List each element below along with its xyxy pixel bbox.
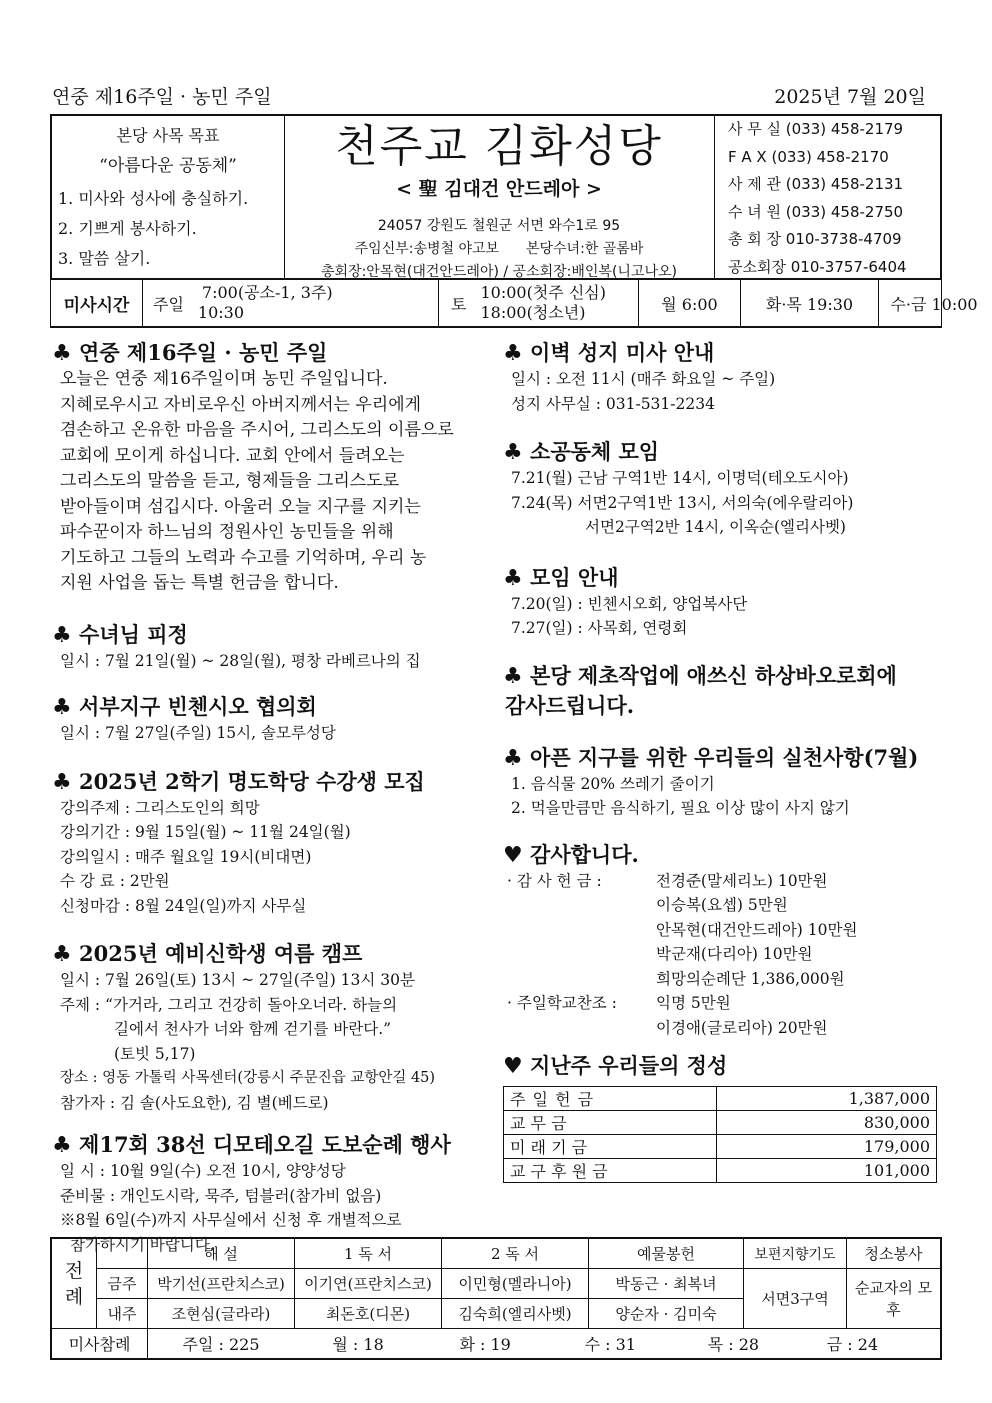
club-icon: ♣	[52, 941, 72, 967]
section-body: 7.21(월) 근남 구역1반 14시, 이명덕(테오도시아) 7.24(목) 서면2구역1반 13시, 서의숙(에우랄리아) 서면2구역2반 14시, 이옥순(엘리사벳)	[511, 469, 854, 536]
col-header: 2 독 서	[442, 1238, 589, 1269]
offering-row: 미 래 기 금 179,000	[504, 1134, 937, 1158]
contact-rectory: 사 제 관 (033) 458-2131	[728, 175, 904, 193]
club-icon: ♣	[503, 564, 523, 591]
club-icon: ♣	[52, 768, 72, 795]
contact-convent: 수 녀 원 (033) 458-2750	[728, 202, 904, 221]
parish-name: 천주교 김화성당	[335, 121, 663, 172]
liturgy-duty-table	[50, 1237, 942, 1360]
goal-item: 2. 기쁘게 봉사하기.	[58, 219, 197, 238]
col-header: 1 독 서	[295, 1238, 442, 1269]
right-column	[503, 337, 943, 1183]
contact-president: 총 회 장 010-3738-4709	[728, 230, 902, 248]
col-header: 보편지향기도	[744, 1238, 847, 1269]
section-title: ♣ 제17회 38선 디모테오길 도보순례 행사	[52, 1132, 451, 1158]
club-icon: ♣	[52, 694, 72, 720]
mass-sunday-label: 주일	[153, 294, 184, 314]
section-title: ♣ 2025년 2학기 명도학당 수강생 모집	[52, 768, 425, 795]
pastoral-goals	[52, 116, 285, 278]
col-header: 청소봉사	[847, 1238, 942, 1269]
mass-tue-thu: 화·목 19:30	[741, 280, 879, 326]
section-body: 오늘은 연중 제16주일이며 농민 주일입니다. 지혜로우시고 자비로우신 아버지께서는 우리에게 겸손하고 온유한 마음을 주시어, 그리스도의 이름으로 교회에 모이게 하십니다. 교회 안에서 들려오는 그리스도의 말씀을 듣고, 형제들을 그리스도로 받아들이며 섬깁시다. 아울러 오늘 지구를 지키는 파수꾼이자 하느님의 정원사인 농민들을 위해 기도하고 그들의 노력과 수고를 기억하며, 우리 농 지원 사업을 돕는 특별 헌금을 합니다.	[60, 369, 454, 593]
offering-table	[503, 1086, 937, 1183]
cleaning-cell: 순교자의 모후	[847, 1269, 942, 1329]
section-body: 일시 : 7월 27일(주일) 15시, 솔모루성당	[60, 724, 336, 742]
section-body: 일시 : 7월 21일(월) ~ 28일(월), 평창 라베르나의 집	[60, 651, 421, 670]
mass-label: 미사시간	[51, 280, 143, 326]
club-icon: ♣	[503, 744, 523, 771]
section-title: ♣ 모임 안내	[503, 564, 619, 591]
section-body: 일 시 : 10월 9일(수) 오전 10시, 양양성당 준비물 : 개인도시락, 묵주, 텀블러(참가비 없음) ※8월 6일(수)까지 사무실에서 신청 후 개별적으로 참가하시기 바랍니다.	[60, 1162, 402, 1254]
goal-item: 3. 말씀 살기.	[58, 249, 151, 268]
offering-row: 주 일 헌 금 1,387,000	[504, 1086, 937, 1110]
parish-title-block	[284, 116, 715, 278]
mass-monday: 월 6:00	[639, 280, 741, 326]
pastor: 주임신부:송병철 야고보	[354, 241, 500, 257]
next-week-row: 내주 조현심(글라라) 최돈호(디몬) 김숙희(엘리사벳) 양순자 · 김미숙	[51, 1299, 941, 1329]
thanks-body	[503, 869, 943, 1044]
issue-title: 연중 제16주일 · 농민 주일	[52, 86, 272, 108]
attendance-values: 주일 : 225 월 : 18 화 : 19 수 : 31 목 : 28 금 : 24	[148, 1329, 942, 1360]
club-icon: ♣	[52, 1132, 72, 1158]
heart-icon: ♥	[503, 841, 523, 868]
club-icon: ♣	[52, 340, 72, 366]
offering-row: 교 무 금 830,000	[504, 1110, 937, 1134]
col-header: 예물봉헌	[589, 1238, 744, 1269]
section-body: 7.20(일) : 빈첸시오회, 양업복사단 7.27(일) : 사목회, 연령회	[511, 594, 748, 637]
mass-saturday	[439, 280, 639, 326]
contact-office: 사 무 실 (033) 458-2179	[728, 120, 904, 138]
offering-row: 교 구 후 원 금 101,000	[504, 1158, 937, 1182]
section-title: ♣ 수녀님 피정	[52, 621, 188, 648]
mass-sunday-time1: 7:00(공소-1, 3주)	[201, 283, 333, 302]
contact-list	[714, 116, 940, 278]
col-header: 해 설	[148, 1238, 295, 1269]
section-title: ♣ 이벽 성지 미사 안내	[503, 340, 715, 366]
contact-fax: F A X (033) 458-2170	[728, 147, 889, 166]
mass-sat-time1: 10:00(첫주 신심)	[480, 283, 606, 302]
mass-sunday-time2: 10:30	[197, 303, 245, 322]
section-title: ♣ 아픈 지구를 위한 우리들의 실천사항(7월)	[503, 744, 919, 771]
sister: 본당수녀:한 골롬바	[525, 241, 644, 257]
parish-patron: < 聖 김대건 안드레아 >	[396, 178, 602, 200]
section-body: 강의주제 : 그리스도인의 희망 강의기간 : 9월 15일(월) ~ 11월 24일(월) 강의일시 : 매주 월요일 19시(비대면) 수 강 료 : 2만원 신청마감 : 8월 24일(일)까지 사무실	[60, 798, 351, 915]
attendance-row	[51, 1329, 941, 1360]
liturgy-label: 전례	[51, 1238, 97, 1329]
section-title: ♣ 서부지구 빈첸시오 협의회	[52, 694, 317, 720]
this-week-row: 금주 박기선(프란치스코) 이기연(프란치스코) 이민형(멜라니아) 박동근 · 최복녀 서면3구역 순교자의 모후	[51, 1269, 941, 1299]
section-title: ♥ 지난주 우리들의 정성	[503, 1052, 728, 1079]
prayer-cell: 서면3구역	[744, 1269, 847, 1329]
parish-address: 24057 강원도 철원군 서면 와수1로 95	[377, 218, 621, 234]
club-icon: ♣	[52, 621, 72, 648]
mass-times-bar	[50, 280, 978, 328]
section-body: 일시 : 7월 26일(토) 13시 ~ 27일(주일) 13시 30분 주제 : “가거라, 그리고 건강히 돌아오너라. 하늘의 길에서 천사가 너와 함께 걷기를 바란다.” (토빗 5,17) 장소 : 영동 가톨릭 사목센터(강릉시 주문진읍 교항안길 45) 참가자 : 김 솔(사도요한), 김 별(베드로)	[60, 971, 436, 1112]
goal-item: 1. 미사와 성사에 충실하기.	[58, 189, 249, 208]
section-title: ♣ 연중 제16주일 · 농민 주일	[52, 340, 328, 366]
section-title: ♣ 2025년 예비신학생 여름 캠프	[52, 941, 363, 967]
mass-sat-label: 토	[451, 294, 467, 314]
school-label: · 주일학교찬조 :	[507, 993, 617, 1012]
club-icon: ♣	[503, 439, 523, 465]
presidents: 총회장:안목현(대건안드레아) / 공소회장:배인복(니고나오)	[321, 264, 677, 280]
header-box	[50, 114, 942, 280]
section-title: ♣ 소공동체 모임	[503, 439, 660, 465]
section-title: ♥ 감사합니다.	[503, 841, 639, 868]
left-column	[52, 337, 492, 1257]
mass-wed-fri	[879, 280, 978, 326]
section-body: 일시 : 오전 11시 (매주 화요일 ~ 주일) 성지 사무실 : 031-531-2234	[511, 370, 776, 413]
club-icon: ♣	[503, 340, 523, 366]
section-body: 1. 음식물 20% 쓰레기 줄이기 2. 먹을만큼만 음식하기, 필요 이상 많이 사지 않기	[511, 774, 850, 817]
heart-icon: ♥	[503, 1052, 523, 1079]
goals-motto: “아름다운 공동체”	[99, 156, 237, 176]
club-icon: ♣	[503, 662, 523, 689]
goals-heading: 본당 사목 목표	[116, 126, 220, 145]
issue-date: 2025년 7월 20일	[774, 86, 926, 108]
mass-sat-time2: 18:00(청소년)	[480, 303, 586, 322]
contact-mission-president: 공소회장 010-3757-6404	[728, 257, 907, 276]
donation-list: 전경준(말세리노) 10만원 이승복(요셉) 5만원 안목현(대건안드레아) 10만원 박군재(다리아) 10만원 희망의순례단 1,386,000원 익명 5만원 이경애(글로리아) 20만원	[656, 871, 858, 1037]
mass-sunday	[143, 280, 439, 326]
donation-label: · 감 사 헌 금 :	[507, 871, 602, 890]
mass-wed-fri-label: 수·금 10:00	[890, 294, 978, 314]
attendance-label: 미사참례	[51, 1329, 148, 1360]
section-title: ♣ 본당 제초작업에 애쓰신 하상바오로회에 감사드립니다.	[503, 662, 897, 718]
